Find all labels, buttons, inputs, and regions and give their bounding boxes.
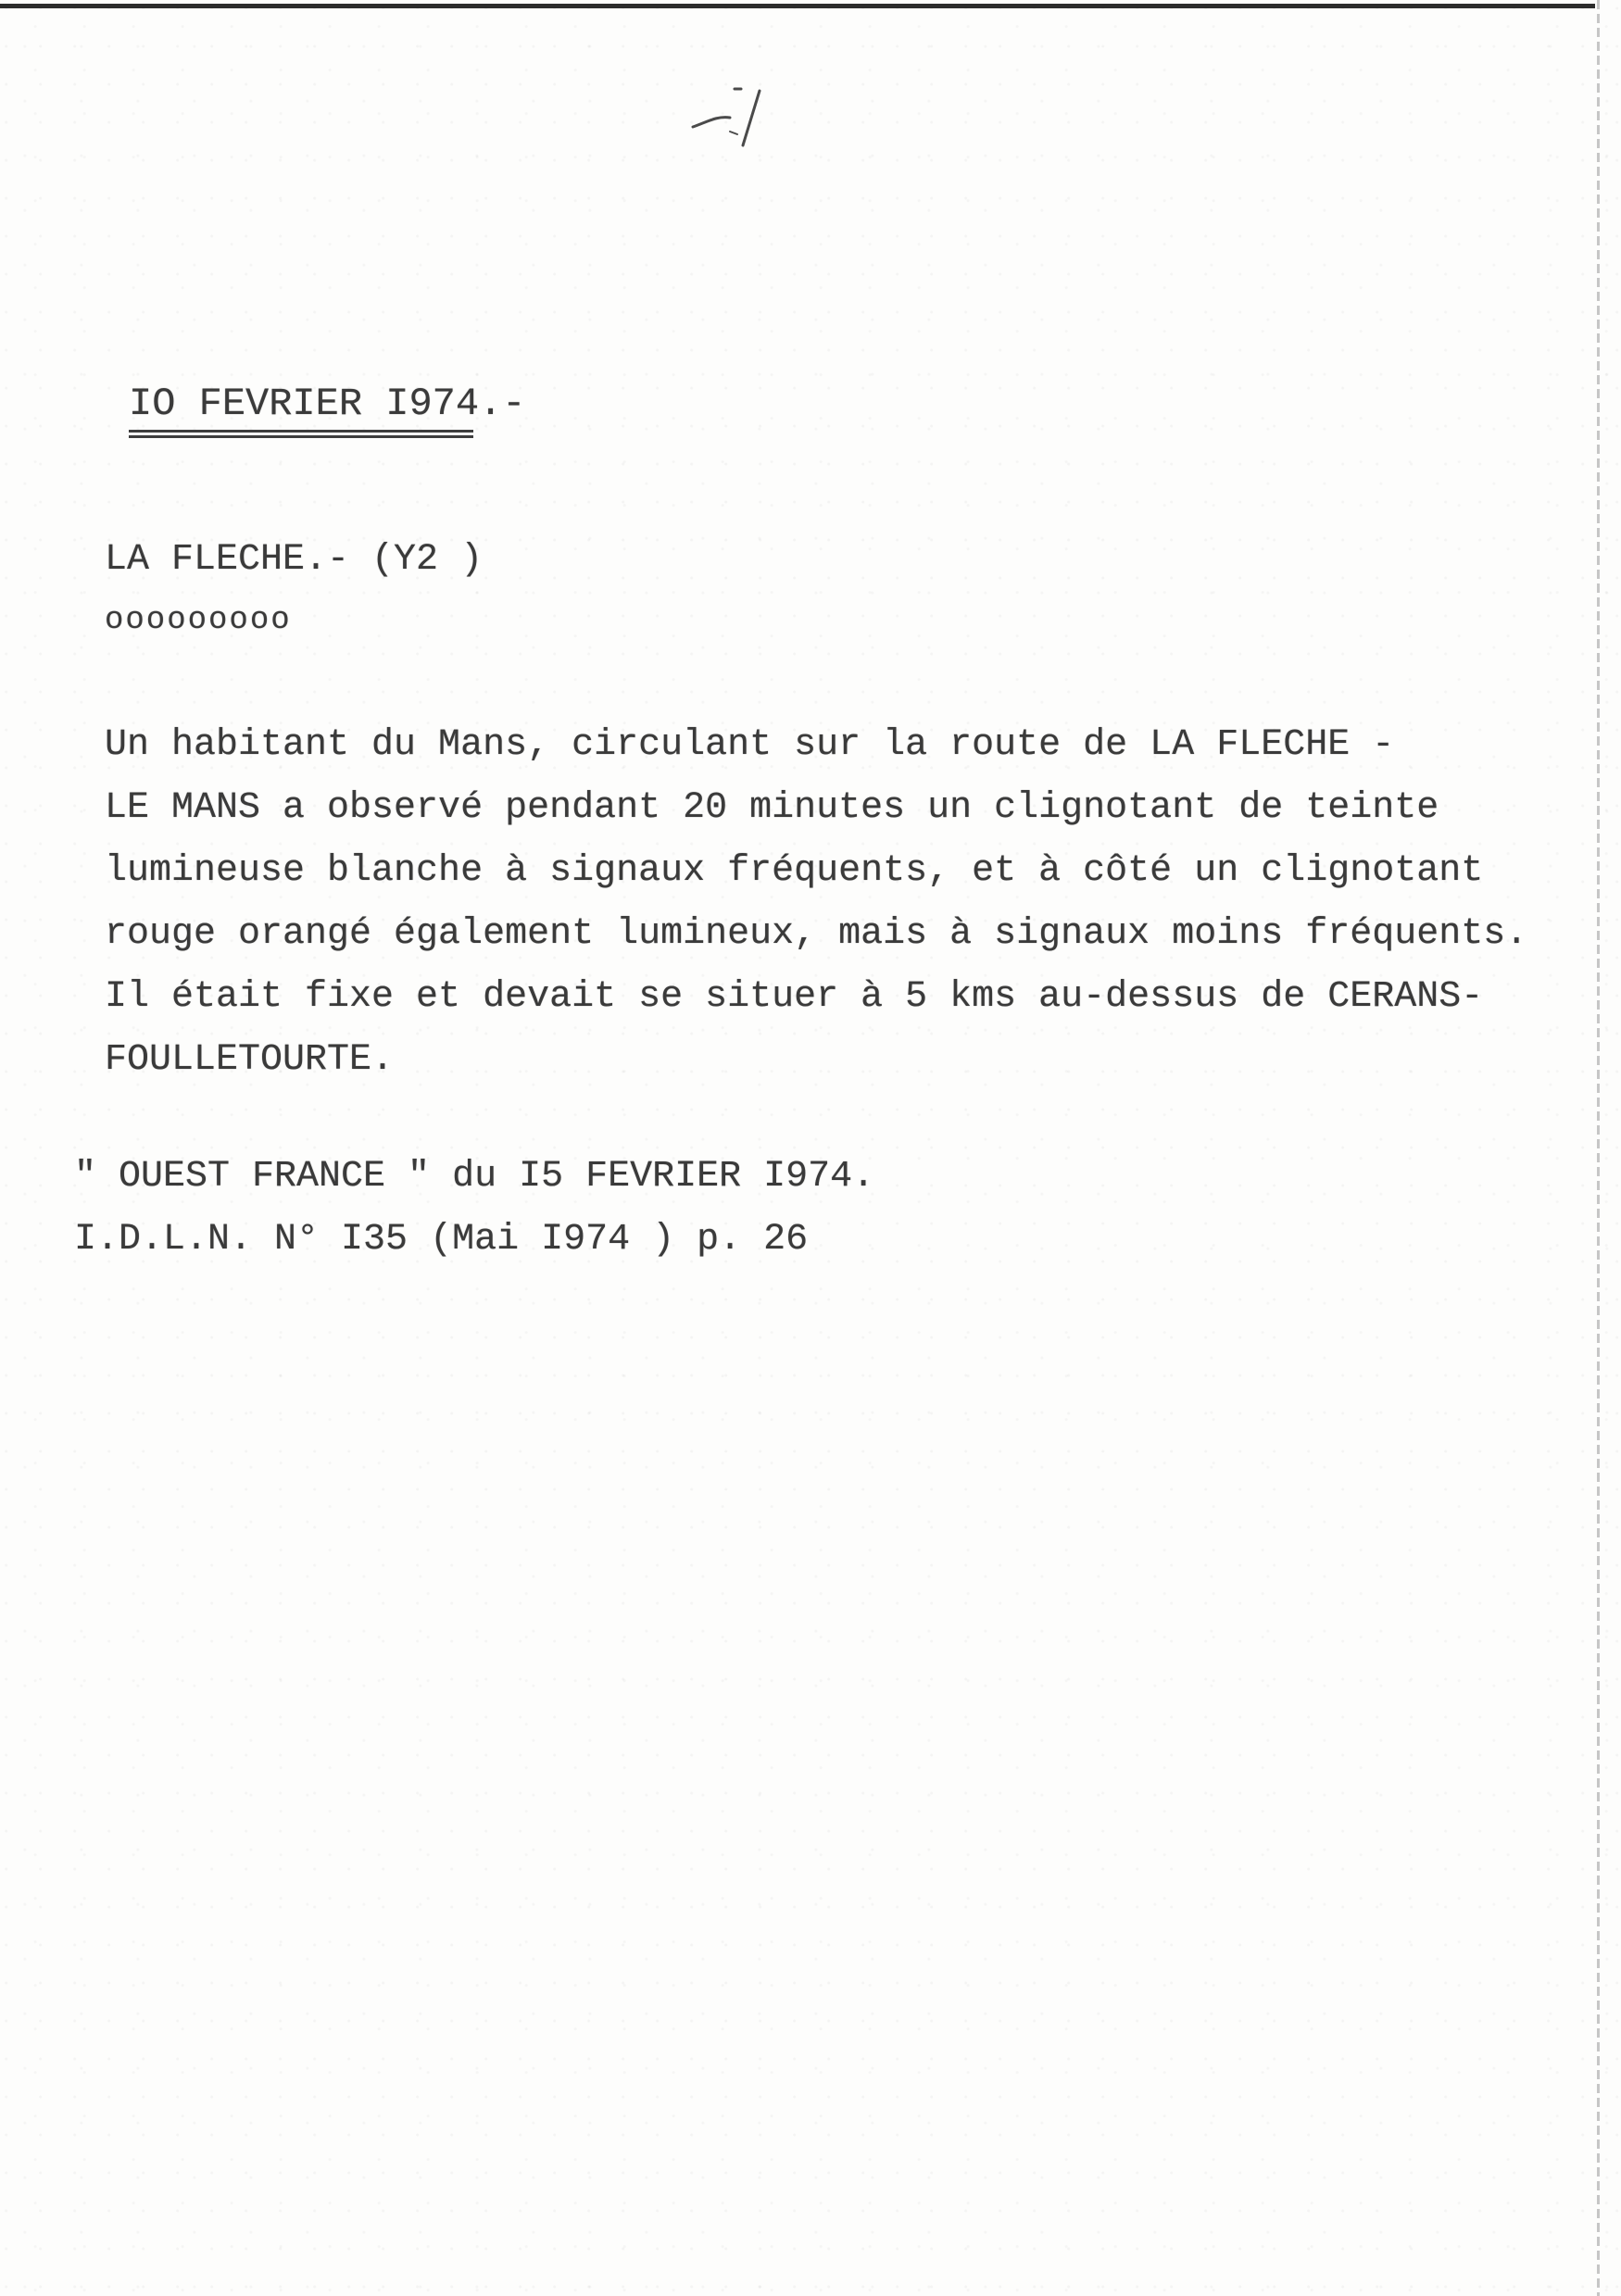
body-line-2: LE MANS a observé pendant 20 minutes un clignotant de teinte [105, 787, 1439, 829]
report-date-heading: IO FEVRIER I974.- [129, 382, 526, 426]
body-line-3: lumineuse blanche à signaux fréquents, et à côté un clignotant [105, 850, 1484, 892]
source-citation-1: " OUEST FRANCE " du I5 FEVRIER I974. [74, 1156, 875, 1198]
body-line-6: FOULLETOURTE. [105, 1039, 395, 1081]
body-line-1: Un habitant du Mans, circulant sur la route de LA FLECHE - [105, 724, 1395, 766]
date-double-underline [129, 430, 473, 438]
body-line-4: rouge orangé également lumineux, mais à signaux moins fréquents. [105, 913, 1528, 955]
right-page-edge [1597, 0, 1600, 2296]
heading-dot-row: ooooooooo [105, 603, 292, 638]
source-citation-2: I.D.L.N. N° I35 (Mai I974 ) p. 26 [74, 1219, 809, 1261]
top-border-line [0, 4, 1595, 8]
body-line-5: Il était fixe et devait se situer à 5 kms au-dessus de CERANS- [105, 976, 1484, 1018]
handwritten-mark [684, 78, 804, 157]
place-heading: LA FLECHE.- (Y2 ) [105, 539, 484, 581]
